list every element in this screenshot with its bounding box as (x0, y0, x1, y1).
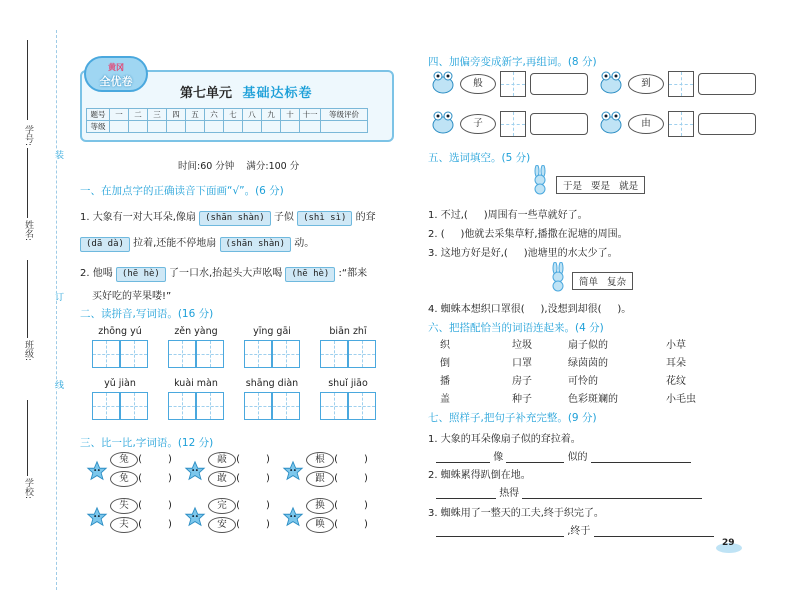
char-compare-line (110, 471, 172, 487)
writing-cell[interactable] (196, 340, 224, 368)
s1-q2-text-c: :“都来 (338, 268, 368, 279)
word-answer-slot[interactable]: ( ) (236, 454, 270, 465)
s7-q1: 1. 大象的耳朵像扇子似的耷拉着。 (428, 434, 581, 445)
char-oval: 唤 (306, 517, 334, 533)
score-header-cell: 六 (205, 109, 224, 121)
name-label: 姓名: (23, 220, 33, 242)
writing-cell[interactable] (92, 392, 120, 420)
new-char-cell[interactable] (500, 71, 526, 97)
binding-sidebar (0, 0, 62, 602)
score-cell[interactable] (224, 121, 243, 133)
writing-cell[interactable] (120, 392, 148, 420)
word-answer-slot[interactable]: ( ) (236, 519, 270, 530)
s5-q2: 2. ( )他就去采集草籽,播撒在泥塘的周围。 (428, 229, 628, 240)
base-char-oval: 由 (628, 114, 664, 134)
writing-cell[interactable] (92, 340, 120, 368)
word-answer-slot[interactable]: ( ) (236, 473, 270, 484)
section-6-title: 六、把搭配恰当的词语连起来。(4 分) (428, 322, 604, 334)
s1-q2-text-b: 了一口水,抬起头大声吆喝 (169, 268, 283, 279)
s7-q3: 3. 蜘蛛用了一整天的工夫,终于织完了。 (428, 508, 604, 519)
radical-item (598, 110, 756, 137)
brand-badge (84, 56, 148, 92)
score-header-cell: 题号 (87, 109, 110, 121)
writing-cell[interactable] (348, 392, 376, 420)
star-mascot-icon (184, 506, 206, 531)
char-oval: 完 (208, 498, 236, 514)
char-compare-group (86, 496, 182, 540)
score-cell[interactable] (129, 121, 148, 133)
match-word[interactable]: 绿茵茵的 (568, 358, 608, 369)
char-compare-line (208, 471, 270, 487)
pinyin-word-group (320, 326, 376, 368)
word-answer-box[interactable] (698, 113, 756, 135)
word-answer-box[interactable] (698, 73, 756, 95)
pinyin-choice-3[interactable]: (dā dà) (80, 237, 130, 252)
frog-mascot-icon (598, 110, 624, 137)
section-2-title: 二、读拼音,写词语。(16 分) (80, 308, 214, 320)
writing-cell[interactable] (348, 340, 376, 368)
char-oval: 敲 (208, 452, 236, 468)
pinyin-label: yīng gāi (253, 326, 291, 337)
class-label: 班级: (23, 340, 33, 362)
frog-mascot-icon (598, 70, 624, 97)
match-word[interactable]: 花纹 (666, 376, 686, 387)
writing-cell[interactable] (168, 340, 196, 368)
word-choice-box-1: 于是 要是 就是 (556, 176, 645, 194)
score-header-cell: 一 (110, 109, 129, 121)
char-compare-line (208, 452, 270, 468)
number-label: 学号: (23, 125, 33, 147)
pinyin-word-group (244, 326, 300, 368)
page-number (714, 538, 744, 554)
match-word[interactable]: 口罩 (512, 358, 532, 369)
page-number-text: 29 (722, 538, 735, 548)
s7-q3-answer (436, 522, 714, 537)
s1-q1-text-b: 子似 (273, 212, 294, 223)
binding-mark-2: 订 (53, 292, 63, 301)
char-compare-group (282, 450, 378, 494)
s7-q1-word-2: 似的 (567, 452, 588, 463)
frog-mascot-icon (430, 110, 456, 137)
s1-q1-text-a: 1. 大象有一对大耳朵,像扇 (80, 212, 196, 223)
char-compare-line (306, 471, 368, 487)
writing-cell[interactable] (168, 392, 196, 420)
char-oval: 根 (306, 452, 334, 468)
compare-chars (86, 450, 396, 540)
star-mascot-icon (282, 460, 304, 485)
word-answer-slot[interactable]: ( ) (138, 500, 172, 511)
score-cell[interactable] (205, 121, 224, 133)
pinyin-label: yǔ jiàn (104, 378, 136, 389)
pinyin-label: shuǐ jiāo (328, 378, 368, 389)
match-word[interactable]: 播 (440, 376, 450, 387)
score-header-cell: 七 (224, 109, 243, 121)
radical-exercise (430, 70, 760, 150)
char-compare-group (184, 450, 280, 494)
unit-title: 第七单元 (180, 86, 233, 101)
char-oval: 敢 (208, 471, 236, 487)
pinyin-word-group (320, 378, 376, 420)
radical-item (598, 70, 756, 97)
s1-q1-line2 (80, 234, 314, 252)
word-answer-slot[interactable]: ( ) (138, 473, 172, 484)
s5-q4: 4. 蜘蛛本想织口罩很( ),没想到却很( )。 (428, 304, 632, 315)
word-answer-slot[interactable]: ( ) (334, 519, 368, 530)
word-choice-box-2: 简单 复杂 (572, 272, 633, 290)
pinyin-label: kuài màn (174, 378, 218, 389)
answer-blank[interactable] (436, 487, 496, 499)
s1-q2-line2: 买好吃的苹果喽!” (92, 291, 172, 302)
word-answer-slot[interactable]: ( ) (334, 454, 368, 465)
s7-q2-word: 热得 (499, 488, 520, 499)
number-field[interactable] (27, 40, 28, 120)
char-compare-group (86, 450, 182, 494)
score-cell[interactable] (110, 121, 129, 133)
frog-mascot-icon (430, 70, 456, 97)
base-char-oval: 到 (628, 74, 664, 94)
pinyin-choice-6[interactable]: (hē hè) (285, 267, 335, 282)
answer-blank[interactable] (436, 451, 490, 463)
score-cell[interactable] (281, 121, 300, 133)
word-answer-slot[interactable]: ( ) (138, 454, 172, 465)
pinyin-choice-4[interactable]: (shān shàn) (220, 237, 292, 252)
star-mascot-icon (282, 506, 304, 531)
match-word[interactable]: 倒 (440, 358, 450, 369)
writing-cell[interactable] (196, 392, 224, 420)
score-table (86, 108, 368, 133)
s7-q1-word-1: 像 (493, 452, 504, 463)
char-oval: 换 (306, 498, 334, 514)
match-word[interactable]: 盖 (440, 394, 450, 405)
score-cell[interactable] (262, 121, 281, 133)
score-header-cell: 八 (243, 109, 262, 121)
pinyin-word-group (168, 326, 224, 368)
char-compare-line (306, 517, 368, 533)
school-field[interactable] (27, 400, 28, 476)
word-answer-slot[interactable]: ( ) (138, 519, 172, 530)
pinyin-word-group (244, 378, 300, 420)
writing-cell[interactable] (272, 392, 300, 420)
rabbit-icon (548, 262, 568, 292)
char-compare-line (208, 498, 270, 514)
new-char-cell[interactable] (668, 71, 694, 97)
char-compare-line (110, 452, 172, 468)
char-compare-line (306, 452, 368, 468)
s1-q1-text-d: 拉着,还能不停地扇 (133, 238, 217, 249)
name-field[interactable] (27, 148, 28, 218)
score-cell[interactable] (243, 121, 262, 133)
char-compare-group (184, 496, 280, 540)
s5-q3: 3. 这地方好是好,( )池塘里的水太少了。 (428, 248, 618, 259)
score-cell[interactable] (167, 121, 186, 133)
score-cell[interactable] (148, 121, 167, 133)
word-answer-box[interactable] (530, 113, 588, 135)
char-oval: 安 (208, 517, 236, 533)
brand-badge-bottom: 全优卷 (99, 75, 133, 88)
pinyin-label: zěn yàng (174, 326, 218, 337)
score-header-cell: 九 (262, 109, 281, 121)
pinyin-choice-2[interactable]: (shì sì) (297, 211, 352, 226)
match-word[interactable]: 可怜的 (568, 376, 598, 387)
char-compare-group (282, 496, 378, 540)
char-compare-line (208, 517, 270, 533)
s1-q1-text-c: 的耷 (355, 212, 376, 223)
pinyin-word-group (168, 378, 224, 420)
score-header-cell: 五 (186, 109, 205, 121)
s7-q1-answer (436, 448, 691, 463)
writing-cell[interactable] (320, 392, 348, 420)
score-header-cell: 等级评价 (321, 109, 368, 121)
s1-q1-text-e: 动。 (294, 238, 315, 249)
new-char-cell[interactable] (668, 111, 694, 137)
class-field[interactable] (27, 260, 28, 338)
binding-mark-3: 线 (53, 380, 63, 389)
star-mascot-icon (184, 460, 206, 485)
match-word[interactable]: 房子 (512, 376, 532, 387)
section-3-title: 三、比一比,字词语。(12 分) (80, 437, 214, 449)
writing-cell[interactable] (320, 340, 348, 368)
char-compare-line (110, 498, 172, 514)
score-header-cell: 四 (167, 109, 186, 121)
pinyin-label: shāng diàn (245, 378, 299, 389)
s7-q2-answer (436, 484, 702, 499)
section-7-title: 七、照样子,把句子补充完整。(9 分) (428, 412, 597, 424)
match-word[interactable]: 小毛虫 (666, 394, 696, 405)
s5-q1: 1. 不过,( )周围有一些草就好了。 (428, 210, 588, 221)
writing-cell[interactable] (272, 340, 300, 368)
writing-cell[interactable] (244, 340, 272, 368)
s1-q1-line1 (80, 208, 376, 226)
char-oval: 失 (110, 498, 138, 514)
char-oval: 免 (110, 471, 138, 487)
time-line: 时间:60 分钟 满分:100 分 (178, 161, 300, 172)
star-mascot-icon (86, 460, 108, 485)
page-title (180, 82, 313, 101)
section-1-title: 一、在加点字的正确读音下面画“√”。(6 分) (80, 185, 284, 197)
pinyin-label: biān zhī (329, 326, 367, 337)
match-word[interactable]: 扇子似的 (568, 340, 608, 351)
score-row-label: 等级 (87, 121, 110, 133)
answer-blank[interactable] (594, 525, 714, 537)
exam-title: 基础达标卷 (242, 86, 313, 101)
score-cell[interactable] (300, 121, 321, 133)
new-char-cell[interactable] (500, 111, 526, 137)
match-word[interactable]: 织 (440, 340, 450, 351)
word-answer-slot[interactable]: ( ) (334, 500, 368, 511)
score-cell[interactable] (186, 121, 205, 133)
binding-mark-1: 装 (53, 150, 63, 159)
writing-cell[interactable] (120, 340, 148, 368)
s7-q2: 2. 蜘蛛累得趴倒在地。 (428, 470, 531, 481)
pinyin-choice-5[interactable]: (hē hè) (116, 267, 166, 282)
radical-item (430, 110, 588, 137)
char-oval: 跟 (306, 471, 334, 487)
match-word[interactable]: 小草 (666, 340, 686, 351)
char-oval: 夫 (110, 517, 138, 533)
section-5-title: 五、选词填空。(5 分) (428, 152, 531, 164)
rabbit-icon (530, 165, 550, 195)
word-answer-slot[interactable]: ( ) (236, 500, 270, 511)
match-word[interactable]: 耳朵 (666, 358, 686, 369)
word-answer-box[interactable] (530, 73, 588, 95)
star-mascot-icon (86, 506, 108, 531)
answer-blank[interactable] (506, 451, 564, 463)
school-label: 学校: (23, 478, 33, 500)
matching-exercise (440, 336, 740, 408)
base-char-oval: 般 (460, 74, 496, 94)
pinyin-word-group (92, 378, 148, 420)
score-cell[interactable] (321, 121, 368, 133)
pinyin-writing-grid (92, 326, 392, 428)
char-compare-line (306, 498, 368, 514)
s1-q2-text-a: 2. 他喝 (80, 268, 113, 279)
answer-blank[interactable] (522, 487, 702, 499)
char-compare-line (110, 517, 172, 533)
pinyin-word-group (92, 326, 148, 368)
section-4-title: 四、加偏旁变成新字,再组词。(8 分) (428, 56, 597, 68)
pinyin-label: zhōng yú (98, 326, 142, 337)
s1-q2-line1 (80, 264, 367, 282)
word-answer-slot[interactable]: ( ) (334, 473, 368, 484)
score-header-cell: 二 (129, 109, 148, 121)
char-oval: 兔 (110, 452, 138, 468)
s7-q3-word: ,终于 (567, 526, 591, 537)
brand-badge-top: 黄冈 (108, 63, 124, 72)
radical-item (430, 70, 588, 97)
writing-cell[interactable] (244, 392, 272, 420)
answer-blank[interactable] (436, 525, 564, 537)
match-word[interactable]: 色彩斑斓的 (568, 394, 618, 405)
score-header-cell: 十一 (300, 109, 321, 121)
answer-blank[interactable] (591, 451, 691, 463)
score-header-cell: 十 (281, 109, 300, 121)
base-char-oval: 子 (460, 114, 496, 134)
pinyin-choice-1[interactable]: (shān shàn) (199, 211, 271, 226)
binding-line (56, 30, 57, 590)
match-word[interactable]: 垃圾 (512, 340, 532, 351)
score-header-cell: 三 (148, 109, 167, 121)
match-word[interactable]: 种子 (512, 394, 532, 405)
